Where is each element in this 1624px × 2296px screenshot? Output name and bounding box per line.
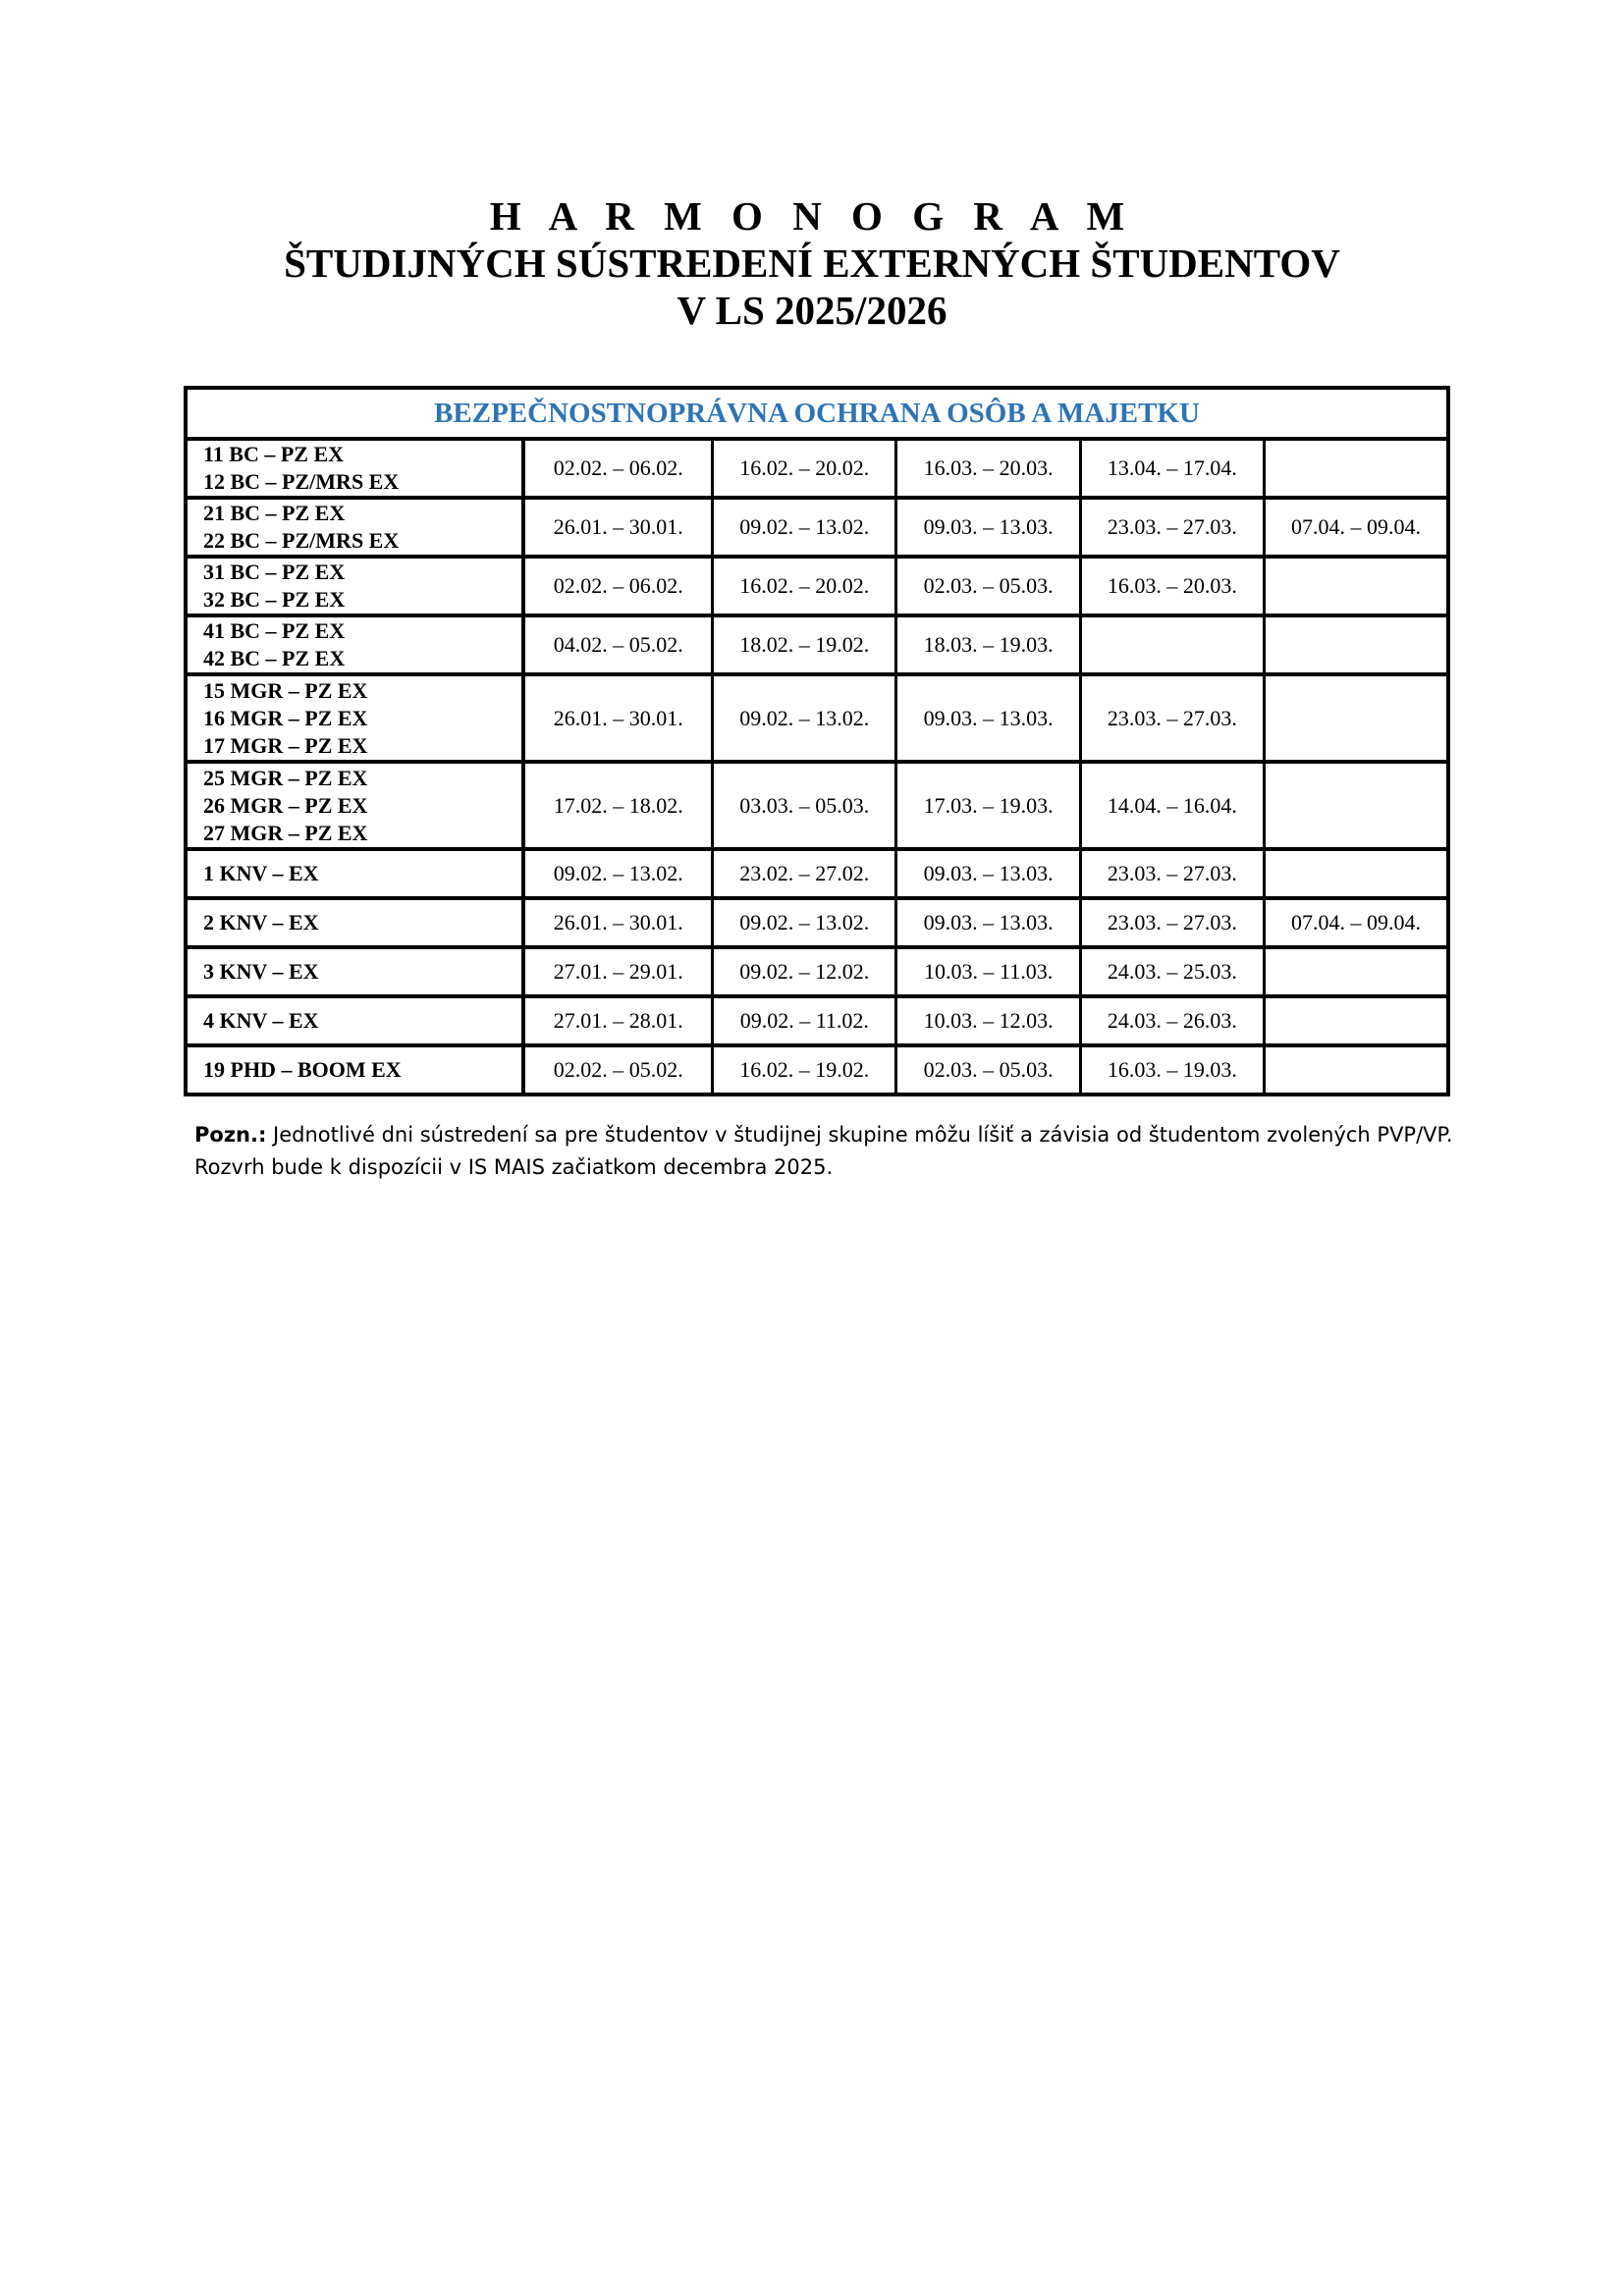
date-cell: 26.01. – 30.01.: [523, 898, 712, 947]
date-cell: 18.02. – 19.02.: [713, 615, 896, 674]
table-row: [186, 898, 1448, 947]
date-cell: 27.01. – 28.01.: [523, 996, 712, 1045]
date-cell: 13.04. – 17.04.: [1080, 439, 1264, 498]
date-cell: [1265, 947, 1448, 996]
group-label: 16 MGR – PZ EX: [203, 705, 368, 730]
group-label: 41 BC – PZ EX: [203, 618, 346, 643]
group-label: 15 MGR – PZ EX: [203, 677, 368, 703]
date-cell: [1265, 439, 1448, 498]
group-cell: [186, 498, 523, 557]
date-cell: 27.01. – 29.01.: [523, 947, 712, 996]
group-label: 22 BC – PZ/MRS EX: [203, 528, 400, 553]
date-cell: 26.01. – 30.01.: [523, 674, 712, 762]
group-label: 17 MGR – PZ EX: [203, 732, 368, 758]
group-label: 2 KNV – EX: [203, 910, 319, 934]
date-cell: 09.03. – 13.03.: [896, 498, 1080, 557]
date-cell: [1265, 996, 1448, 1045]
date-cell: [1265, 674, 1448, 762]
date-cell: 04.02. – 05.02.: [523, 615, 712, 674]
date-cell: 23.03. – 27.03.: [1080, 498, 1264, 557]
title-line-3: V LS 2025/2026: [677, 288, 947, 333]
table-row: [186, 439, 1448, 498]
date-cell: 02.02. – 05.02.: [523, 1045, 712, 1095]
group-label: 4 KNV – EX: [203, 1008, 319, 1033]
footnote-label: Pozn.:: [194, 1123, 267, 1147]
group-label: 27 MGR – PZ EX: [203, 820, 368, 845]
date-cell: 03.03. – 05.03.: [713, 762, 896, 849]
group-cell: [186, 996, 523, 1045]
date-cell: [1265, 1045, 1448, 1095]
date-cell: [1080, 615, 1264, 674]
group-cell: [186, 557, 523, 615]
group-cell: [186, 439, 523, 498]
group-label: 21 BC – PZ EX: [203, 501, 346, 525]
group-label: 25 MGR – PZ EX: [203, 765, 368, 790]
group-cell: [186, 674, 523, 762]
date-cell: 09.02. – 13.02.: [713, 674, 896, 762]
date-cell: 09.02. – 13.02.: [713, 498, 896, 557]
date-cell: 09.02. – 13.02.: [713, 898, 896, 947]
group-cell: [186, 762, 523, 849]
document-title: [0, 192, 1624, 334]
group-label: 19 PHD – BOOM EX: [203, 1057, 402, 1082]
date-cell: 09.02. – 13.02.: [523, 849, 712, 898]
table-heading: BEZPEČNOSTNOPRÁVNA OCHRANA OSÔB A MAJETKU: [186, 388, 1448, 439]
table-row: [186, 947, 1448, 996]
date-cell: 02.03. – 05.03.: [896, 557, 1080, 615]
date-cell: 09.03. – 13.03.: [896, 849, 1080, 898]
date-cell: [1265, 849, 1448, 898]
date-cell: 14.04. – 16.04.: [1080, 762, 1264, 849]
table-row: [186, 498, 1448, 557]
group-label: 26 MGR – PZ EX: [203, 792, 368, 818]
group-cell: [186, 1045, 523, 1095]
date-cell: 07.04. – 09.04.: [1265, 498, 1448, 557]
date-cell: 24.03. – 26.03.: [1080, 996, 1264, 1045]
group-cell: [186, 947, 523, 996]
table-row: [186, 557, 1448, 615]
group-label: 12 BC – PZ/MRS EX: [203, 469, 400, 494]
title-line-2: ŠTUDIJNÝCH SÚSTREDENÍ EXTERNÝCH ŠTUDENTOV: [284, 240, 1340, 286]
date-cell: 17.03. – 19.03.: [896, 762, 1080, 849]
date-cell: 17.02. – 18.02.: [523, 762, 712, 849]
table-row: [186, 762, 1448, 849]
date-cell: 16.02. – 20.02.: [713, 439, 896, 498]
date-cell: 16.03. – 20.03.: [1080, 557, 1264, 615]
table-row: [186, 849, 1448, 898]
date-cell: 10.03. – 11.03.: [896, 947, 1080, 996]
table-row: [186, 615, 1448, 674]
title-line-1: H A R M O N O G R A M: [489, 193, 1135, 239]
date-cell: 23.02. – 27.02.: [713, 849, 896, 898]
date-cell: 16.02. – 19.02.: [713, 1045, 896, 1095]
group-label: 1 KNV – EX: [203, 861, 319, 885]
date-cell: 23.03. – 27.03.: [1080, 674, 1264, 762]
date-cell: 09.02. – 11.02.: [713, 996, 896, 1045]
date-cell: 07.04. – 09.04.: [1265, 898, 1448, 947]
date-cell: 09.03. – 13.03.: [896, 898, 1080, 947]
group-label: 11 BC – PZ EX: [203, 442, 345, 466]
date-cell: [1265, 762, 1448, 849]
group-cell: [186, 898, 523, 947]
date-cell: 23.03. – 27.03.: [1080, 898, 1264, 947]
group-cell: [186, 849, 523, 898]
table-row: [186, 996, 1448, 1045]
date-cell: 23.03. – 27.03.: [1080, 849, 1264, 898]
group-label: 42 BC – PZ EX: [203, 646, 346, 670]
table-row: [186, 674, 1448, 762]
date-cell: [1265, 615, 1448, 674]
date-cell: 16.03. – 20.03.: [896, 439, 1080, 498]
date-cell: 26.01. – 30.01.: [523, 498, 712, 557]
date-cell: 16.02. – 20.02.: [713, 557, 896, 615]
footnote-text: Jednotlivé dni sústredení sa pre študentov v študijnej skupine môžu líšiť a závisia od študentom zvolených PVP/VP. Rozvrh bude k dispozícii v IS MAIS začiatkom decembra 2025.: [194, 1123, 1453, 1179]
group-cell: [186, 615, 523, 674]
schedule-table: [184, 386, 1450, 1096]
date-cell: 09.02. – 12.02.: [713, 947, 896, 996]
date-cell: [1265, 557, 1448, 615]
group-label: 3 KNV – EX: [203, 959, 319, 984]
date-cell: 10.03. – 12.03.: [896, 996, 1080, 1045]
date-cell: 09.03. – 13.03.: [896, 674, 1080, 762]
group-label: 31 BC – PZ EX: [203, 560, 346, 584]
table-row: [186, 1045, 1448, 1095]
date-cell: 02.02. – 06.02.: [523, 439, 712, 498]
footnote: [194, 1119, 1461, 1184]
date-cell: 24.03. – 25.03.: [1080, 947, 1264, 996]
date-cell: 02.02. – 06.02.: [523, 557, 712, 615]
date-cell: 02.03. – 05.03.: [896, 1045, 1080, 1095]
date-cell: 16.03. – 19.03.: [1080, 1045, 1264, 1095]
group-label: 32 BC – PZ EX: [203, 587, 346, 612]
date-cell: 18.03. – 19.03.: [896, 615, 1080, 674]
